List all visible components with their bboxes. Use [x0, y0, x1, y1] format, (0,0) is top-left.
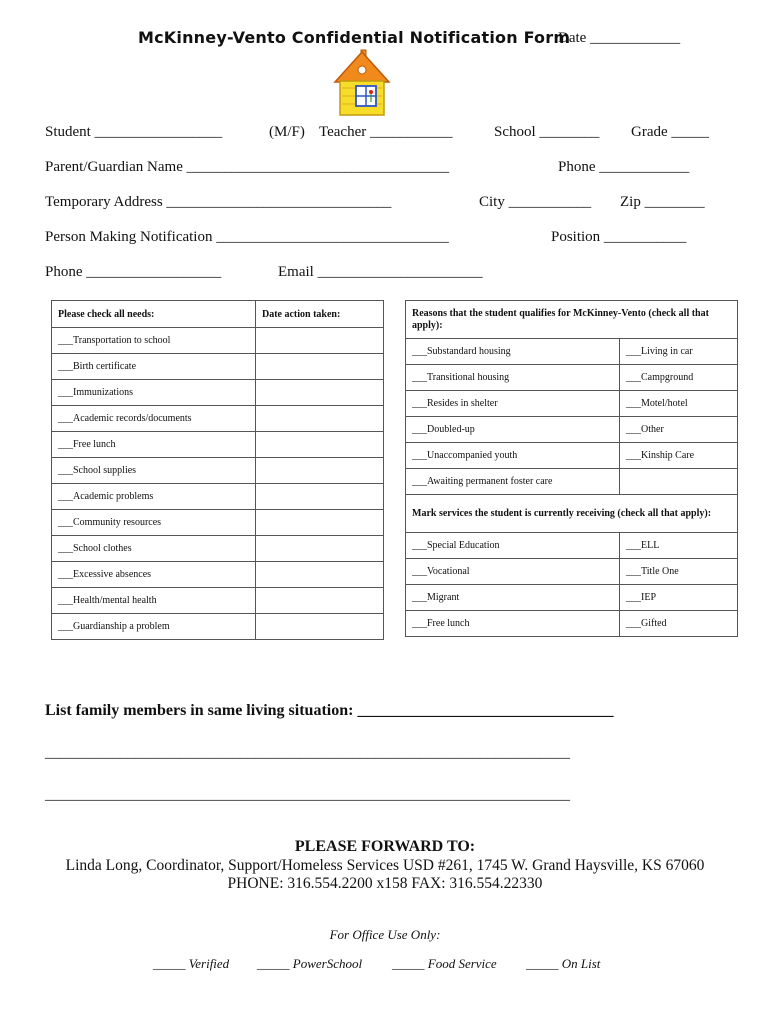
- reason-empty-cell: [620, 469, 738, 495]
- person-making-notification-field[interactable]: Person Making Notification _______________________________: [45, 229, 449, 245]
- gender-field[interactable]: (M/F): [269, 124, 305, 140]
- email-field[interactable]: Email ______________________: [278, 264, 483, 280]
- need-item[interactable]: ___Excessive absences: [52, 562, 256, 588]
- office-verified-field[interactable]: _____ Verified: [153, 956, 230, 971]
- zip-field[interactable]: Zip ________: [620, 194, 705, 210]
- reason-item[interactable]: ___Resides in shelter: [406, 391, 620, 417]
- need-item[interactable]: ___Birth certificate: [52, 354, 256, 380]
- reason-item[interactable]: ___Transitional housing: [406, 365, 620, 391]
- reason-item[interactable]: ___Doubled-up: [406, 417, 620, 443]
- need-item[interactable]: ___Transportation to school: [52, 328, 256, 354]
- grade-field[interactable]: Grade _____: [631, 124, 709, 140]
- date-action-cell[interactable]: [256, 458, 384, 484]
- reason-item[interactable]: ___Kinship Care: [620, 443, 738, 469]
- reason-item[interactable]: ___Awaiting permanent foster care: [406, 469, 620, 495]
- need-item[interactable]: ___Free lunch: [52, 432, 256, 458]
- date-action-header: Date action taken:: [256, 301, 384, 328]
- reason-item[interactable]: ___Substandard housing: [406, 339, 620, 365]
- date-action-cell[interactable]: [256, 536, 384, 562]
- service-item[interactable]: ___Free lunch: [406, 611, 620, 637]
- service-item[interactable]: ___Special Education: [406, 533, 620, 559]
- family-members-field[interactable]: List family members in same living situation: ________________________________: [45, 702, 614, 719]
- reason-item[interactable]: ___Living in car: [620, 339, 738, 365]
- teacher-field[interactable]: Teacher ___________: [319, 124, 453, 140]
- need-item[interactable]: ___Health/mental health: [52, 588, 256, 614]
- date-action-cell[interactable]: [256, 432, 384, 458]
- date-action-cell[interactable]: [256, 588, 384, 614]
- services-header: Mark services the student is currently receiving (check all that apply):: [406, 495, 738, 533]
- form-title: McKinney-Vento Confidential Notification Form: [138, 28, 571, 47]
- service-item[interactable]: ___ELL: [620, 533, 738, 559]
- office-use-label: For Office Use Only:: [329, 927, 441, 942]
- date-action-cell[interactable]: [256, 562, 384, 588]
- city-field[interactable]: City ___________: [479, 194, 592, 210]
- date-field[interactable]: Date ____________: [558, 30, 681, 46]
- needs-table: [51, 300, 384, 640]
- school-field[interactable]: School ________: [494, 124, 600, 140]
- needs-header: Please check all needs:: [52, 301, 256, 328]
- parent-guardian-field[interactable]: Parent/Guardian Name ___________________________________: [45, 159, 450, 175]
- reason-item[interactable]: ___Unaccompanied youth: [406, 443, 620, 469]
- date-action-cell[interactable]: [256, 406, 384, 432]
- notifier-phone-field[interactable]: Phone __________________: [45, 264, 222, 280]
- reasons-header: Reasons that the student qualifies for McKinney-Vento (check all that apply):: [406, 301, 738, 339]
- service-item[interactable]: ___Vocational: [406, 559, 620, 585]
- service-item[interactable]: ___Title One: [620, 559, 738, 585]
- parent-phone-field[interactable]: Phone ____________: [558, 159, 690, 175]
- need-item[interactable]: ___Academic problems: [52, 484, 256, 510]
- need-item[interactable]: ___Guardianship a problem: [52, 614, 256, 640]
- service-item[interactable]: ___Gifted: [620, 611, 738, 637]
- reason-item[interactable]: ___Other: [620, 417, 738, 443]
- date-action-cell[interactable]: [256, 614, 384, 640]
- position-field[interactable]: Position ___________: [551, 229, 687, 245]
- service-item[interactable]: ___IEP: [620, 585, 738, 611]
- coordinator-phone-fax: PHONE: 316.554.2200 x158 FAX: 316.554.22330: [227, 875, 543, 892]
- need-item[interactable]: ___School supplies: [52, 458, 256, 484]
- forward-heading: PLEASE FORWARD TO:: [294, 838, 476, 855]
- office-on-list-field[interactable]: _____ On List: [526, 956, 601, 971]
- coordinator-address: Linda Long, Coordinator, Support/Homeless Services USD #261, 1745 W. Grand Haysville, KS 67060: [65, 857, 705, 874]
- reason-item[interactable]: ___Campground: [620, 365, 738, 391]
- date-action-cell[interactable]: [256, 484, 384, 510]
- need-item[interactable]: ___School clothes: [52, 536, 256, 562]
- date-action-cell[interactable]: [256, 354, 384, 380]
- need-item[interactable]: ___Academic records/documents: [52, 406, 256, 432]
- office-food-service-field[interactable]: _____ Food Service: [392, 956, 497, 971]
- schoolhouse-icon: [332, 48, 392, 118]
- family-members-line[interactable]: ______________________________________________________________________: [45, 787, 570, 803]
- temporary-address-field[interactable]: Temporary Address ______________________________: [45, 194, 392, 210]
- need-item[interactable]: ___Community resources: [52, 510, 256, 536]
- date-action-cell[interactable]: [256, 380, 384, 406]
- reasons-table: [405, 300, 738, 637]
- date-action-cell[interactable]: [256, 328, 384, 354]
- office-powerschool-field[interactable]: _____ PowerSchool: [257, 956, 363, 971]
- need-item[interactable]: ___Immunizations: [52, 380, 256, 406]
- reason-item[interactable]: ___Motel/hotel: [620, 391, 738, 417]
- family-members-line[interactable]: ______________________________________________________________________: [45, 745, 570, 761]
- student-field[interactable]: Student _________________: [45, 124, 223, 140]
- date-action-cell[interactable]: [256, 510, 384, 536]
- service-item[interactable]: ___Migrant: [406, 585, 620, 611]
